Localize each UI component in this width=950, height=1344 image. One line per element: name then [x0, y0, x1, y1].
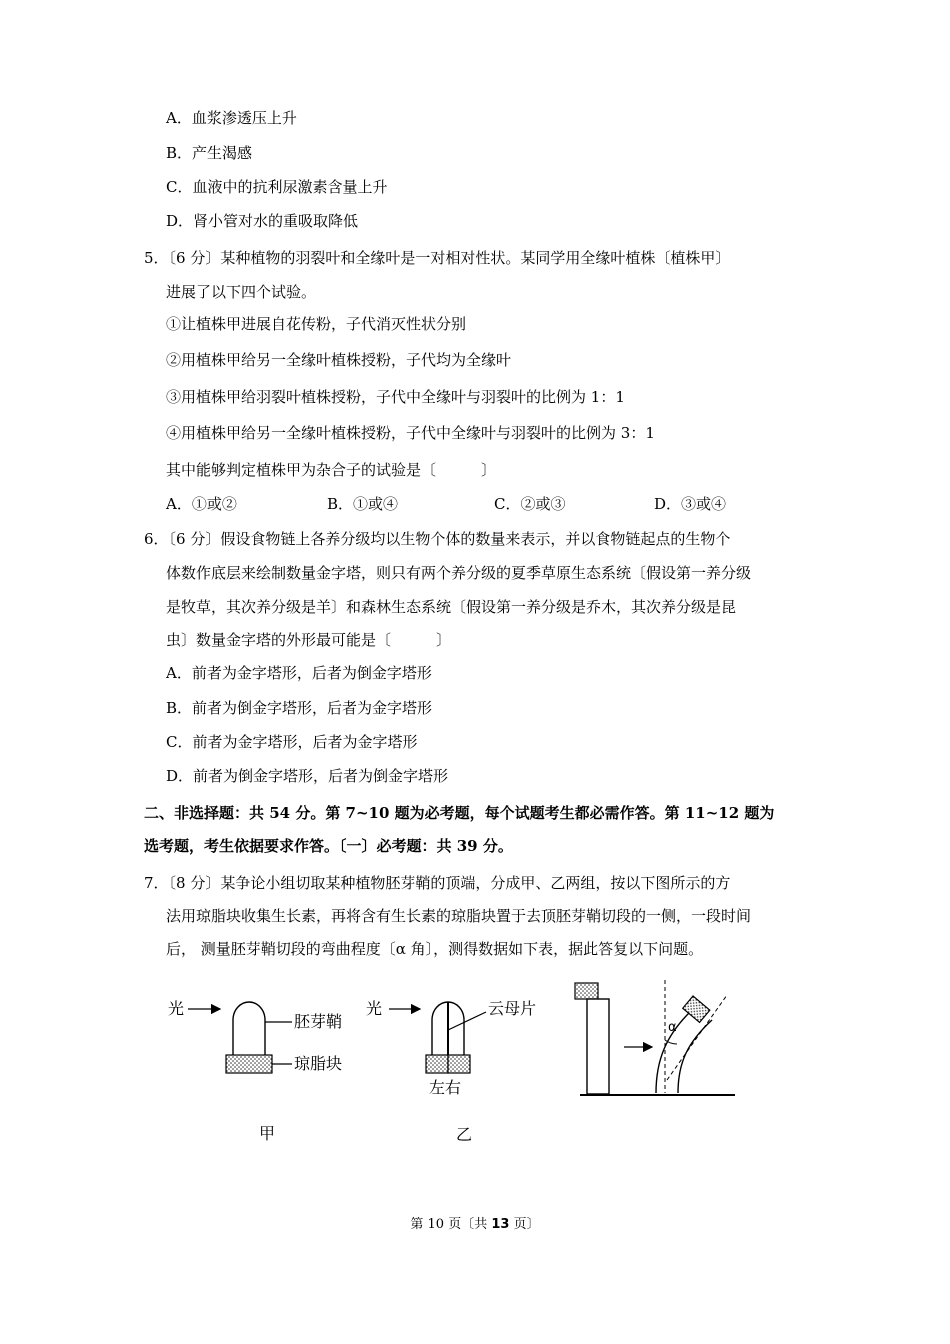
q5-item-2: ②用植株甲给另一全缘叶植株授粉，子代均为全缘叶 [166, 351, 512, 369]
q6-stem-line4: 虫〕数量金字塔的外形最可能是〔 〕 [166, 631, 452, 649]
q6-stem-line1: 6．〔6 分〕假设食物链上各养分级均以生物个体的数量来表示，并以食物链起点的生物个 [144, 530, 731, 548]
q5-option-a: A．①或② [166, 495, 237, 513]
fig-jia-coleoptile [233, 1002, 265, 1055]
q5-option-d: D．③或④ [654, 495, 727, 513]
fig-jia-light-label: 光 [168, 999, 185, 1018]
fig-yi-light-label: 光 [366, 999, 383, 1018]
q5-item-3: ③用植株甲给羽裂叶植株授粉，子代中全缘叶与羽裂叶的比例为 1：1 [166, 388, 625, 406]
q4-option-d: D．肾小管对水的重吸取降低 [166, 212, 359, 230]
fig-yi-left-right-label: 左右 [429, 1078, 462, 1097]
fig-tilted-agar-block [683, 996, 710, 1022]
fig-jia-coleoptile-label: 胚芽鞘 [294, 1012, 343, 1031]
fig-yi-caption: 乙 [456, 1125, 473, 1144]
fig-yi-agar-left [426, 1055, 448, 1073]
fig-alpha-label: α [668, 1020, 677, 1035]
q6-option-d: D．前者为倒金字塔形，后者为倒金字塔形 [166, 767, 449, 785]
q4-option-c: C．血液中的抗利尿激素含量上升 [166, 178, 388, 196]
section2-heading-line2: 选考题，考生依据要求作答。〔一〕必考题：共 39 分。 [144, 837, 513, 855]
q6-stem-line2: 体数作底层来绘制数量金字塔，则只有两个养分级的夏季草原生态系统〔假设第一养分级 [166, 564, 752, 582]
q5-item-4: ④用植株甲给另一全缘叶植株授粉，子代中全缘叶与羽裂叶的比例为 3：1 [166, 424, 655, 442]
fig-yi-mica-label: 云母片 [488, 999, 537, 1018]
q4-option-a: A．血浆渗透压上升 [166, 109, 297, 127]
fig-bending-diagram [575, 980, 735, 1095]
fig-yi-agar-right [448, 1055, 470, 1073]
fig-straight-stem [587, 999, 609, 1094]
q7-stem-line2: 法用琼脂块收集生长素，再将含有生长素的琼脂块置于去顶胚芽鞘切段的一侧，一段时间 [166, 907, 752, 925]
q6-stem-line3: 是牧草，其次养分级是羊〕和森林生态系统〔假设第一养分级是乔木，其次养分级是昆 [166, 598, 737, 616]
q5-item-1: ①让植株甲进展自花传粉，子代消灭性状分别 [166, 315, 467, 333]
fig-straight-agar-block [575, 983, 598, 999]
q5-question: 其中能够判定植株甲为杂合子的试验是〔 〕 [166, 461, 497, 479]
footer-prefix: 第 10 页〔共 [410, 1217, 488, 1232]
section2-heading-line1: 二、非选择题：共 54 分。第 7~10 题为必考题，每个试题考生都必需作答。第 11~12 题为 [144, 804, 775, 822]
fig-jia-agar-label: 琼脂块 [294, 1054, 343, 1073]
q6-option-b: B．前者为倒金字塔形，后者为金字塔形 [166, 699, 433, 717]
q5-option-b: B．①或④ [327, 495, 399, 513]
q7-stem-line1: 7．〔8 分〕某争论小组切取某种植物胚芽鞘的顶端，分成甲、乙两组，按以下图所示的方 [144, 874, 731, 892]
q5-stem-line1: 5．〔6 分〕某种植物的羽裂叶和全缘叶是一对相对性状。某同学用全缘叶植株〔植株甲〕 [144, 249, 731, 267]
footer-total-pages: 13 [491, 1217, 510, 1232]
q6-option-c: C．前者为金字塔形，后者为金字塔形 [166, 733, 418, 751]
fig-jia-agar-block [226, 1055, 272, 1073]
q5-stem-line2: 进展了以下四个试验。 [166, 283, 317, 301]
q5-option-c: C．②或③ [494, 495, 566, 513]
q4-option-b: B．产生渴感 [166, 144, 253, 162]
footer-suffix: 页〕 [513, 1217, 540, 1232]
fig-jia-caption: 甲 [259, 1124, 276, 1143]
q7-stem-line3: 后， 测量胚芽鞘切段的弯曲程度〔α 角〕，测得数据如下表，据此答复以下问题。 [166, 940, 704, 958]
q6-option-a: A．前者为金字塔形，后者为倒金字塔形 [166, 664, 432, 682]
page-footer [0, 1216, 950, 1234]
